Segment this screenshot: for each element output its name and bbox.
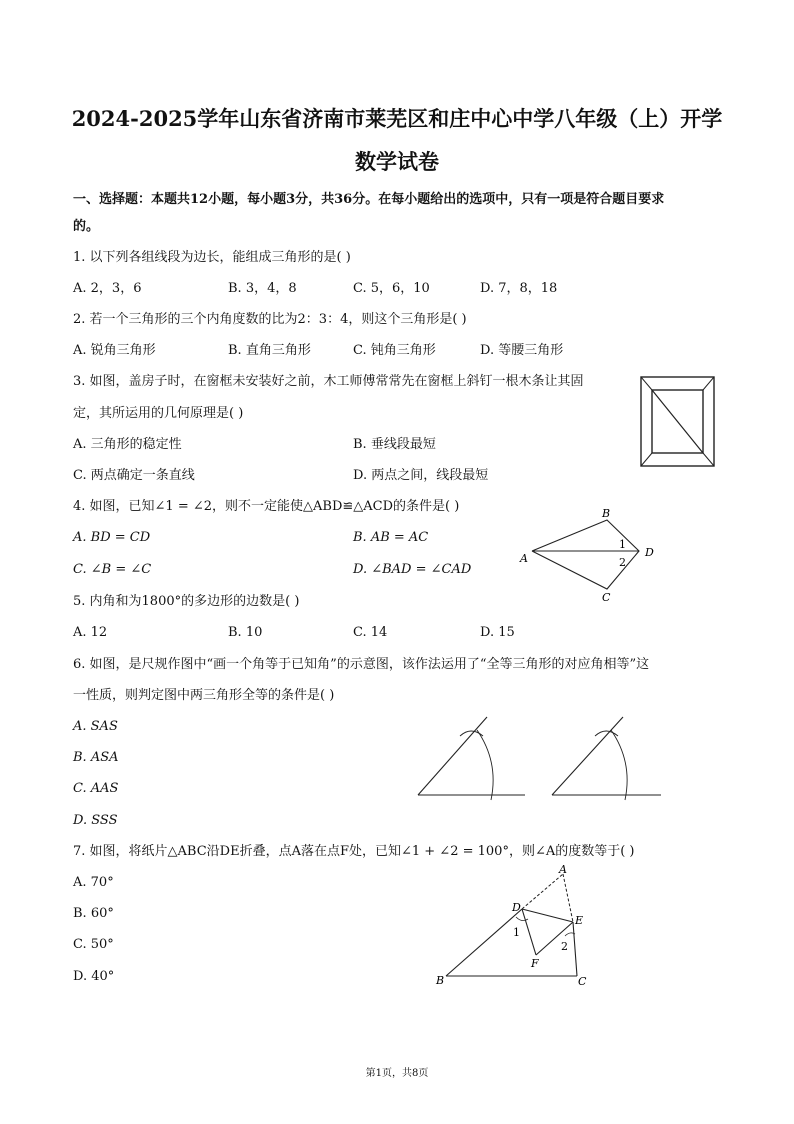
q7-label-f: F — [531, 957, 539, 970]
q7-label-b: B — [436, 974, 445, 987]
q4-label-a: A — [520, 552, 528, 565]
q5-stem: 5. 内角和为1800°的多边形的边数是( ) — [73, 594, 300, 609]
q2-option-d: D. 等腰三角形 — [480, 343, 564, 358]
q4-option-a: A. BD = CD — [73, 530, 151, 545]
q2-option-a: A. 锐角三角形 — [73, 343, 156, 358]
q6-option-a: A. SAS — [73, 719, 118, 734]
q7-label-e: E — [575, 914, 584, 927]
q7-option-c: C. 50° — [73, 937, 114, 952]
q3-stem-cont: 定，其所运用的几何原理是( ) — [73, 406, 244, 421]
q3-option-b: B. 垂线段最短 — [353, 437, 436, 452]
q3-option-c: C. 两点确定一条直线 — [73, 468, 195, 483]
q4-stem: 4. 如图，已知∠1 = ∠2，则不一定能使△ABD≌△ACD的条件是( ) — [73, 499, 460, 514]
q7-angle-2: 2 — [561, 940, 568, 953]
q7-label-d: D — [512, 901, 521, 914]
q5-option-b: B. 10 — [228, 625, 263, 640]
q4-option-d: D. ∠BAD = ∠CAD — [353, 562, 472, 577]
q6-stem: 6. 如图，是尺规作图中“画一个角等于已知角”的示意图，该作法运用了“全等三角形的对应角相等”这 — [73, 657, 650, 672]
section-header: 一、选择题：本题共12小题，每小题3分，共36分。在每小题给出的选项中，只有一项是符合题目要求 — [73, 192, 665, 207]
q4-option-b: B. AB = AC — [353, 530, 429, 545]
q3-stem: 3. 如图，盖房子时，在窗框未安装好之前，木工师傅常常先在窗框上斜钉一根木条让其固 — [73, 374, 584, 389]
q3-window-frame-figure — [640, 376, 716, 468]
page-subtitle: 数学试卷 — [355, 149, 439, 174]
q4-kite-figure — [515, 505, 665, 605]
q7-label-c: C — [578, 975, 587, 988]
q5-option-d: D. 15 — [480, 625, 515, 640]
q1-option-b: B. 3，4，8 — [228, 281, 297, 296]
q4-angle-2: 2 — [619, 556, 626, 569]
q1-option-c: C. 5，6，10 — [353, 281, 430, 296]
q3-option-d: D. 两点之间，线段最短 — [353, 468, 489, 483]
q7-stem: 7. 如图，将纸片△ABC沿DE折叠，点A落在点F处，已知∠1 + ∠2 = 100°，则∠A的度数等于( ) — [73, 844, 635, 859]
q2-option-c: C. 钝角三角形 — [353, 343, 436, 358]
page-footer: 第1页，共8页 — [365, 1068, 429, 1079]
q6-option-d: D. SSS — [73, 813, 118, 828]
q1-option-a: A. 2，3，6 — [73, 281, 142, 296]
q6-option-b: B. ASA — [73, 750, 119, 765]
q7-option-d: D. 40° — [73, 969, 115, 984]
q4-label-c: C — [602, 591, 611, 604]
q6-option-c: C. AAS — [73, 781, 119, 796]
q1-stem: 1. 以下列各组线段为边长，能组成三角形的是( ) — [73, 250, 351, 265]
section-header-cont: 的。 — [73, 219, 100, 234]
q7-angle-1: 1 — [513, 926, 520, 939]
q6-stem-cont: 一性质，则判定图中两三角形全等的条件是( ) — [73, 688, 335, 703]
q3-option-a: A. 三角形的稳定性 — [73, 437, 182, 452]
q4-label-d: D — [645, 546, 654, 559]
q6-angle-construction-figure — [415, 712, 665, 804]
q7-option-a: A. 70° — [73, 875, 114, 890]
q7-option-b: B. 60° — [73, 906, 114, 921]
q1-option-d: D. 7，8，18 — [480, 281, 558, 296]
q5-option-a: A. 12 — [73, 625, 108, 640]
q4-option-c: C. ∠B = ∠C — [73, 562, 152, 577]
q4-label-b: B — [602, 507, 611, 520]
q7-folded-triangle-figure — [430, 865, 600, 990]
page-title: 2024-2025学年山东省济南市莱芜区和庄中心中学八年级（上）开学 — [71, 106, 723, 131]
q5-option-c: C. 14 — [353, 625, 388, 640]
q2-stem: 2. 若一个三角形的三个内角度数的比为2：3：4，则这个三角形是( ) — [73, 312, 467, 327]
q7-label-a: A — [559, 863, 567, 876]
q4-angle-1: 1 — [619, 538, 626, 551]
q2-option-b: B. 直角三角形 — [228, 343, 311, 358]
